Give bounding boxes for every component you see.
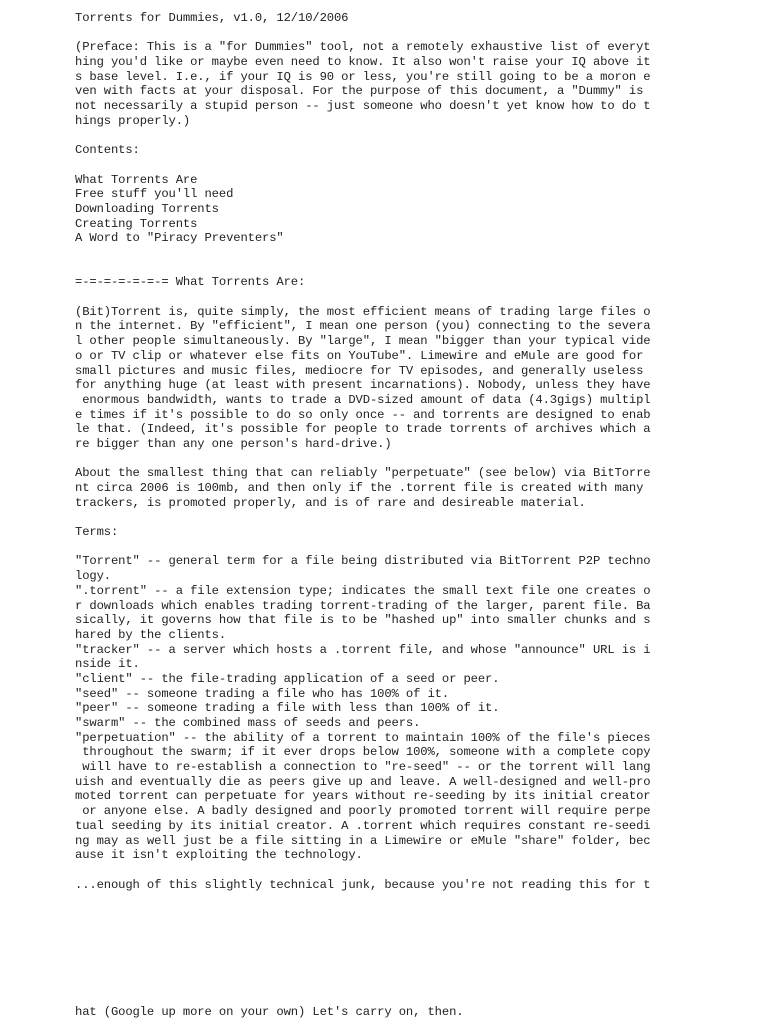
text-line bbox=[75, 540, 675, 555]
text-line: ...enough of this slightly technical junk, because you're not reading this for t bbox=[75, 877, 651, 892]
text-line: hared by the clients. bbox=[75, 627, 227, 642]
document-continuation-line: hat (Google up more on your own) Let's carry on, then. bbox=[75, 1005, 464, 1019]
text-line: Creating Torrents bbox=[75, 216, 198, 231]
text-line bbox=[75, 129, 675, 144]
text-line: moted torrent can perpetuate for years without re-seeding by its initial creator bbox=[75, 789, 651, 804]
text-line bbox=[75, 510, 675, 525]
text-line bbox=[75, 158, 675, 173]
text-line: hing you'd like or maybe even need to know. It also won't raise your IQ above it bbox=[75, 55, 651, 70]
text-line: o or TV clip or whatever else fits on YouTube". Limewire and eMule are good for bbox=[75, 348, 644, 363]
text-line: (Bit)Torrent is, quite simply, the most efficient means of trading large files o bbox=[75, 304, 651, 319]
text-line: Downloading Torrents bbox=[75, 201, 219, 216]
text-line: (Preface: This is a "for Dummies" tool, not a remotely exhaustive list of everyt bbox=[75, 40, 651, 55]
text-line: for anything huge (at least with present incarnations). Nobody, unless they have bbox=[75, 378, 651, 393]
text-line: logy. bbox=[75, 569, 111, 584]
text-line: Free stuff you'll need bbox=[75, 187, 234, 202]
text-line: hings properly.) bbox=[75, 113, 191, 128]
text-line: "tracker" -- a server which hosts a .torrent file, and whose "announce" URL is i bbox=[75, 642, 651, 657]
text-line: A Word to "Piracy Preventers" bbox=[75, 231, 284, 246]
text-line bbox=[75, 290, 675, 305]
text-line bbox=[75, 246, 675, 261]
text-line: or anyone else. A badly designed and poorly promoted torrent will require perpe bbox=[75, 804, 651, 819]
text-line: Torrents for Dummies, v1.0, 12/10/2006 bbox=[75, 11, 349, 25]
text-line: enormous bandwidth, wants to trade a DVD-sized amount of data (4.3gigs) multipl bbox=[75, 392, 651, 407]
text-line: ".torrent" -- a file extension type; indicates the small text file one creates o bbox=[75, 583, 651, 598]
text-line: not necessarily a stupid person -- just someone who doesn't yet know how to do t bbox=[75, 99, 651, 114]
text-line: nt circa 2006 is 100mb, and then only if the .torrent file is created with many bbox=[75, 481, 644, 495]
text-line: ause it isn't exploiting the technology. bbox=[75, 848, 363, 863]
text-line: "seed" -- someone trading a file who has 100% of it. bbox=[75, 686, 450, 701]
text-line: "peer" -- someone trading a file with less than 100% of it. bbox=[75, 701, 500, 716]
text-line bbox=[75, 863, 675, 878]
text-line: "swarm" -- the combined mass of seeds and peers. bbox=[75, 716, 421, 730]
text-line: About the smallest thing that can reliably "perpetuate" (see below) via BitTorre bbox=[75, 466, 651, 481]
text-line: will have to re-establish a connection to "re-seed" -- or the torrent will lang bbox=[75, 760, 651, 775]
text-line: nside it. bbox=[75, 657, 140, 672]
text-line: What Torrents Are bbox=[75, 172, 198, 187]
text-line bbox=[75, 261, 675, 276]
text-line: Contents: bbox=[75, 143, 140, 158]
text-line: "Torrent" -- general term for a file being distributed via BitTorrent P2P techno bbox=[75, 554, 651, 569]
text-line: uish and eventually die as peers give up and leave. A well-designed and well-pro bbox=[75, 774, 651, 789]
text-line: throughout the swarm; if it ever drops below 100%, someone with a complete copy bbox=[75, 745, 651, 760]
text-line bbox=[75, 452, 675, 467]
text-line: n the internet. By "efficient", I mean one person (you) connecting to the severa bbox=[75, 319, 651, 334]
text-line: re bigger than any one person's hard-drive.) bbox=[75, 436, 392, 451]
text-line: l other people simultaneously. By "large", I mean "bigger than your typical vide bbox=[75, 334, 651, 349]
text-line: le that. (Indeed, it's possible for people to trade torrents of archives which a bbox=[75, 422, 651, 437]
text-line: sically, it governs how that file is to be "hashed up" into smaller chunks and s bbox=[75, 613, 651, 628]
text-line: =-=-=-=-=-=-= What Torrents Are: bbox=[75, 275, 306, 290]
text-line: small pictures and music files, mediocre for TV episodes, and generally useless bbox=[75, 363, 644, 378]
text-line: r downloads which enables trading torrent-trading of the larger, parent file. Ba bbox=[75, 598, 651, 613]
text-line: "client" -- the file-trading application of a seed or peer. bbox=[75, 671, 500, 686]
text-line: Terms: bbox=[75, 525, 119, 540]
text-line: ng may as well just be a file sitting in a Limewire or eMule "share" folder, bec bbox=[75, 833, 651, 848]
text-line: "perpetuation" -- the ability of a torrent to maintain 100% of the file's pieces bbox=[75, 730, 651, 745]
text-line: tual seeding by its initial creator. A .torrent which requires constant re-seedi bbox=[75, 818, 651, 833]
text-line: s base level. I.e., if your IQ is 90 or less, you're still going to be a moron e bbox=[75, 69, 651, 84]
document-body bbox=[75, 11, 675, 892]
text-line bbox=[75, 26, 675, 41]
text-line: ven with facts at your disposal. For the purpose of this document, a "Dummy" is bbox=[75, 84, 644, 99]
text-line: trackers, is promoted properly, and is of rare and desireable material. bbox=[75, 495, 586, 510]
text-line: e times if it's possible to do so only once -- and torrents are designed to enab bbox=[75, 407, 651, 422]
